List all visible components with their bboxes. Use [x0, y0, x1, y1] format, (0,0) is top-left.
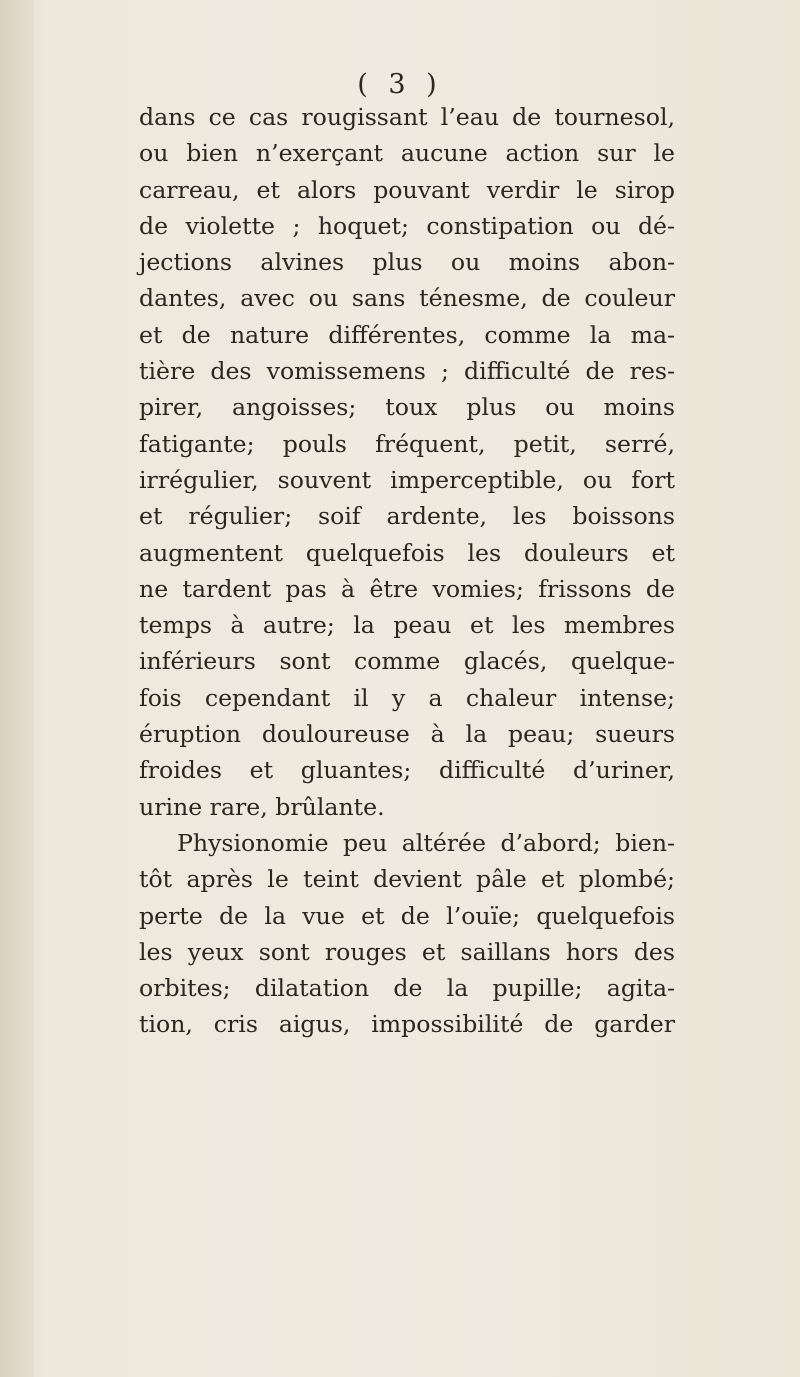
text-line: jections alvines plus ou moins abon-: [139, 248, 675, 277]
text-line: dans ce cas rougissant l’eau de tournesol,: [139, 103, 675, 131]
text-line: éruption douloureuse à la peau; sueurs: [139, 720, 675, 749]
page-number: ( 3 ): [357, 69, 443, 100]
text-line: orbites; dilatation de la pupille; agita-: [139, 974, 675, 1003]
text-line: perte de la vue et de l’ouïe; quelquefois: [139, 901, 675, 930]
text-line: de violette ; hoquet; constipation ou dé-: [139, 211, 675, 240]
page-gutter: [0, 0, 34, 1377]
text-line: et de nature différentes, comme la ma-: [139, 320, 675, 349]
text-line: fois cependant il y a chaleur intense;: [139, 683, 675, 712]
text-line: irrégulier, souvent imperceptible, ou fort: [139, 465, 675, 494]
text-line: ne tardent pas à être vomies; frissons de: [139, 574, 675, 603]
text-line: urine rare, brûlante.: [139, 792, 385, 821]
text-line: tière des vomissemens ; difficulté de res-: [139, 357, 675, 386]
text-line: et régulier; soif ardente, les boissons: [139, 502, 675, 531]
text-line: inférieurs sont comme glacés, quelque-: [139, 647, 675, 676]
text-line: pirer, angoisses; toux plus ou moins: [139, 393, 675, 422]
text-line: carreau, et alors pouvant verdir le sirop: [139, 175, 675, 204]
text-line: augmentent quelquefois les douleurs et: [139, 538, 675, 567]
text-line: les yeux sont rouges et saillans hors des: [139, 937, 675, 966]
text-line: temps à autre; la peau et les membres: [139, 611, 675, 640]
text-line: tion, cris aigus, impossibilité de garder: [139, 1010, 675, 1039]
paragraph-start-line: Physionomie peu altérée d’abord; bien-: [177, 828, 675, 857]
text-line: dantes, avec ou sans ténesme, de couleur: [139, 284, 675, 313]
text-line: fatigante; pouls fréquent, petit, serré,: [139, 429, 675, 458]
text-line: ou bien n’exerçant aucune action sur le: [139, 139, 675, 168]
body-text: [139, 99, 675, 1043]
text-line: tôt après le teint devient pâle et plombé;: [139, 865, 675, 894]
text-line: froides et gluantes; difficulté d’uriner,: [139, 756, 675, 785]
